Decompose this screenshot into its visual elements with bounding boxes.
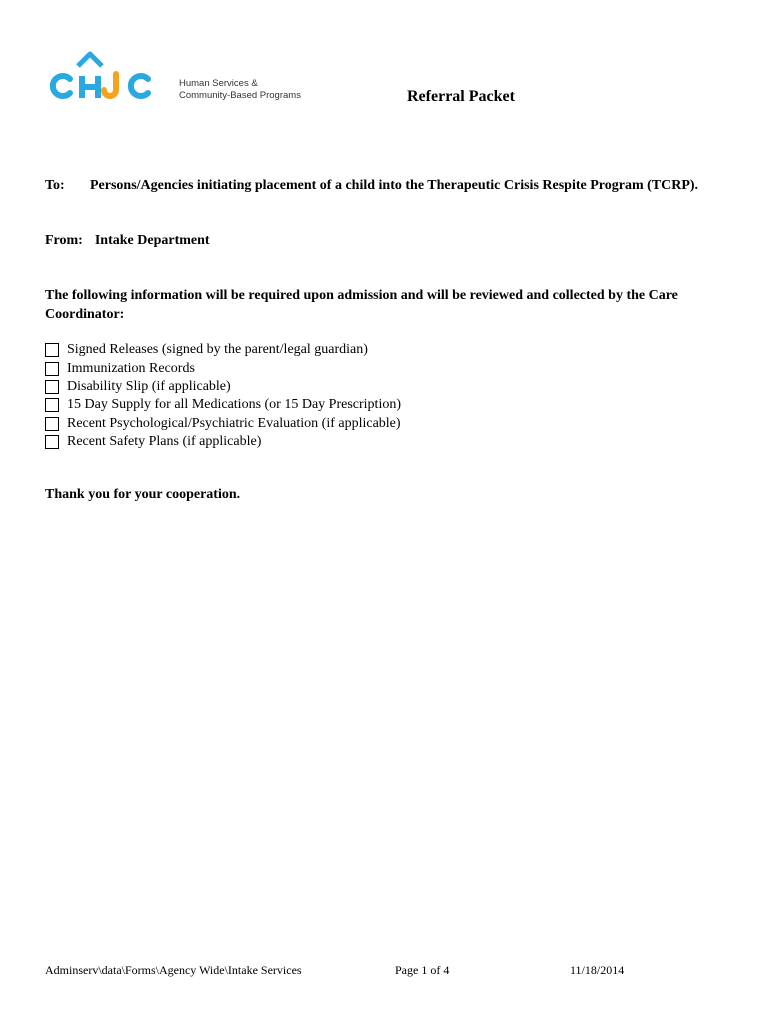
checklist-item bbox=[45, 341, 401, 359]
from-text: Intake Department bbox=[94, 233, 210, 248]
checklist-item bbox=[45, 396, 401, 414]
checklist-item bbox=[45, 415, 401, 433]
footer-file-path: Adminserv\data\Forms\Agency Wide\Intake Services bbox=[45, 963, 302, 977]
checkbox[interactable] bbox=[45, 380, 59, 394]
page-title: Referral Packet bbox=[407, 88, 515, 105]
checklist-label: Signed Releases (signed by the parent/legal guardian) bbox=[67, 342, 368, 358]
logo-tagline-line1: Human Services & bbox=[179, 78, 258, 89]
checkbox[interactable] bbox=[45, 398, 59, 412]
checklist-label: Immunization Records bbox=[67, 360, 195, 376]
checklist-label: Disability Slip (if applicable) bbox=[67, 378, 231, 394]
to-label: To: bbox=[45, 178, 65, 193]
logo-tagline bbox=[179, 78, 301, 102]
to-text: Persons/Agencies initiating placement of a child into the Therapeutic Crisis Respite Program (TCRP). bbox=[90, 178, 699, 193]
checklist-label: Recent Safety Plans (if applicable) bbox=[67, 434, 262, 450]
checklist-item bbox=[45, 359, 401, 377]
checklist-label: Recent Psychological/Psychiatric Evaluation (if applicable) bbox=[67, 415, 401, 431]
checklist-label: 15 Day Supply for all Medications (or 15 Day Prescription) bbox=[67, 397, 401, 413]
checkbox[interactable] bbox=[45, 362, 59, 376]
checklist-item bbox=[45, 433, 401, 451]
logo-tagline-line2: Community-Based Programs bbox=[179, 90, 301, 101]
closing-note: Thank you for your cooperation. bbox=[45, 487, 241, 502]
checkbox[interactable] bbox=[45, 417, 59, 431]
from-label: From: bbox=[45, 233, 83, 248]
footer-page-number: Page 1 of 4 bbox=[395, 963, 450, 977]
requirements-intro: The following information will be required upon admission and will be reviewed and collected by the Care Coordinator: bbox=[45, 288, 678, 322]
footer-date: 11/18/2014 bbox=[570, 963, 625, 977]
checkbox[interactable] bbox=[45, 435, 59, 449]
requirements-checklist bbox=[45, 341, 401, 451]
checkbox[interactable] bbox=[45, 343, 59, 357]
from-line bbox=[45, 231, 210, 250]
chjc-logo bbox=[50, 44, 160, 102]
checklist-item bbox=[45, 378, 401, 396]
